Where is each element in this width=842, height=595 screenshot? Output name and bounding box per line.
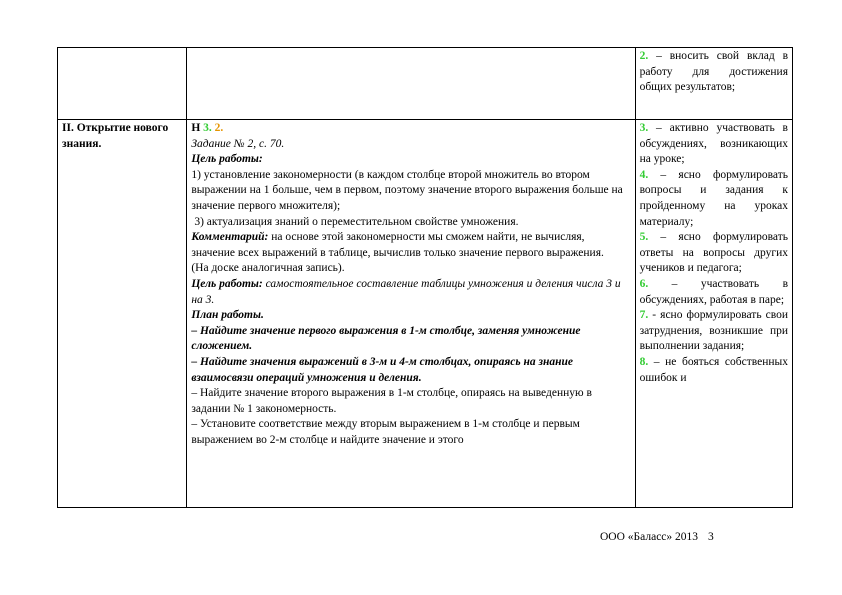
plan-item: – Найдите значения выражений в 3-м и 4-м столбцах, опираясь на знание взаимосвязи операций умножения и деления. [191, 355, 574, 384]
goal-2-label: Цель работы: [191, 277, 263, 290]
comment [191, 230, 630, 261]
uud-cell [635, 48, 792, 120]
goal-2 [191, 277, 630, 308]
table-row [58, 48, 793, 120]
uud-item: 3. – активно участвовать в обсуждениях, возникающих на уроке; [639, 122, 788, 166]
content-cell [187, 48, 635, 120]
comment-text: на основе этой закономерности мы сможем найти, не вычисляя, значение всех выражений в таблице, вычислив только значение первого выражения. [191, 231, 604, 259]
footer-publisher: ООО «Баласс» 2013 [600, 531, 699, 543]
uud-cell [635, 120, 792, 508]
content-header [191, 121, 630, 137]
plan-item: – Найдите значение второго выражения в 1-м столбце, опираясь на выведенную в задании № 1 закономерность. [191, 387, 592, 415]
header-number-green: 3. [203, 122, 212, 134]
stage-title: II. Открытие нового знания. [62, 122, 169, 150]
goal-item-1: 1) установление закономерности (в каждом столбце второй множитель во втором выражении на 1 больше, чем в первом, поэтому значение второго выражения больше на значение первого множителя); [191, 168, 623, 212]
plan-item: – Установите соответствие между вторым выражением в 1-м столбце и первым выражением во 2-м столбце и найдите значение и этого [191, 418, 580, 446]
uud-text: – вносить свой вклад в работу для достижения общих результатов; [639, 50, 788, 94]
goal-2-text: самостоятельное составление таблицы умножения и деления числа 3 и на 3. [191, 277, 621, 306]
content-cell [187, 120, 635, 508]
uud-item: 6. – участвовать в обсуждениях, работая в паре; [639, 277, 788, 306]
stage-cell [58, 120, 187, 508]
stage-cell [58, 48, 187, 120]
uud-item: 7. - ясно формулировать свои затруднения, возникшие при выполнении задания; [639, 309, 788, 353]
page-footer [600, 531, 800, 543]
lesson-table [57, 47, 793, 508]
header-letter: Н [191, 122, 201, 134]
header-number-orange: 2. [214, 122, 224, 134]
task-ref: Задание № 2, с. 70. [191, 137, 285, 150]
board-note: (На доске аналогичная запись). [191, 262, 345, 275]
uud-item: 8. – не бояться собственных ошибок и [639, 355, 788, 384]
comment-label: Комментарий: [191, 231, 269, 244]
plan-item: – Найдите значение первого выражения в 1-м столбце, заменяя умножение сложением. [191, 324, 581, 353]
uud-item: 5. – ясно формулировать ответы на вопросы других учеников и педагога; [639, 231, 788, 275]
page-number: 3 [708, 531, 714, 543]
uud-number: 2. [639, 50, 649, 62]
table-row [58, 120, 793, 508]
goal-item-3: 3) актуализация знаний о переместительном свойстве умножения. [194, 215, 519, 228]
uud-item: 4. – ясно формулировать вопросы и задания к пройденному на уроках материалу; [639, 168, 788, 228]
plan-label: План работы. [191, 309, 264, 322]
goal-label: Цель работы: [191, 153, 263, 166]
